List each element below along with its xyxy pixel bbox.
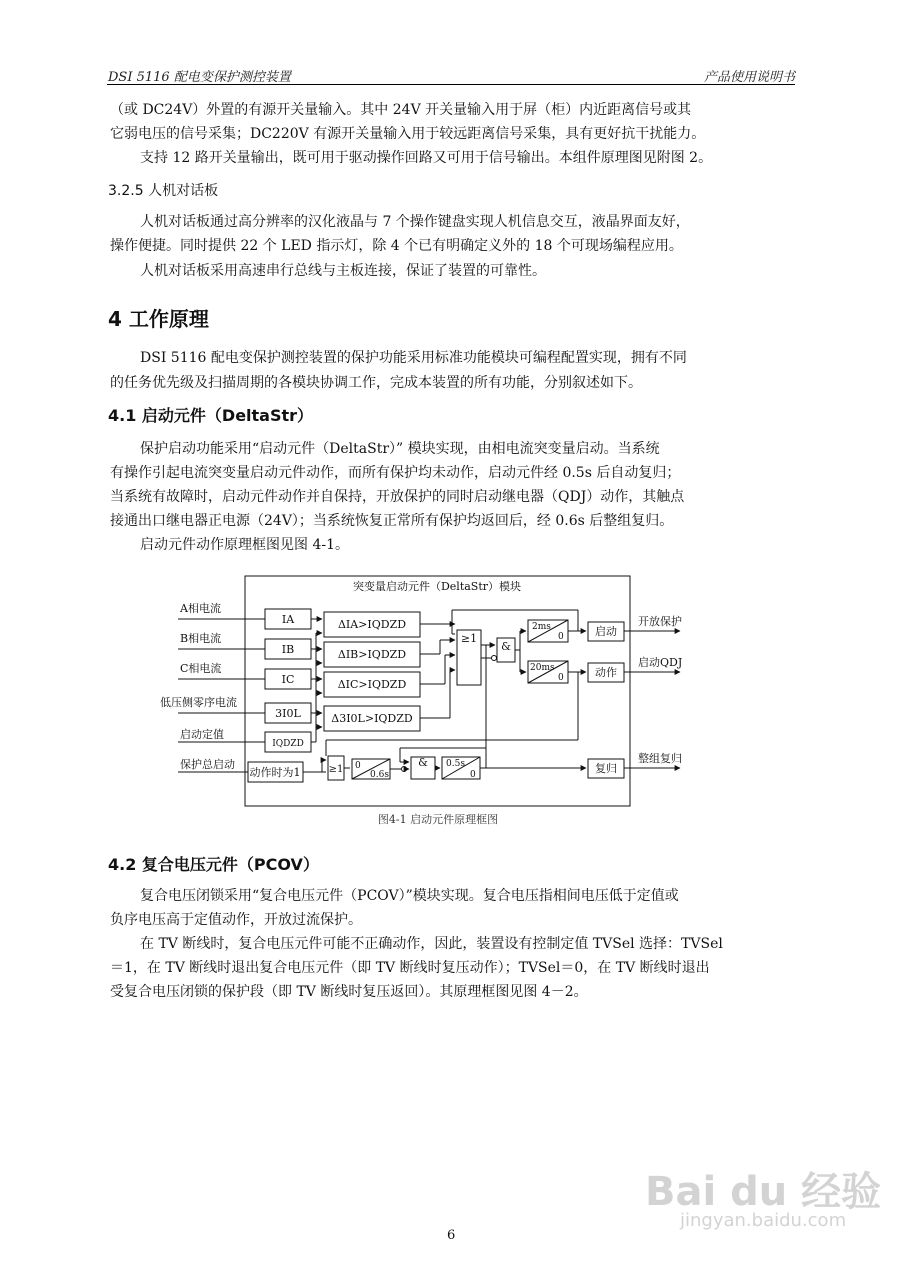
compare-label-0: Δ3I0L>IQDZD (331, 712, 413, 725)
timer-20ms-zero: 0 (558, 673, 564, 683)
paragraph-line: ＝1，在 TV 断线时退出复合电压元件（即 TV 断线时复压动作）；TVSel＝0，在 TV 断线时退出 (110, 960, 710, 976)
compare-label-a: ΔIA>IQDZD (337, 618, 407, 631)
section-heading-3-2-5: 3.2.5 人机对话板 (108, 183, 219, 199)
figure-title: 突变量启动元件（DeltaStr）模块 (352, 580, 522, 593)
paragraph-line: 负序电压高于定值动作，开放过流保护。 (110, 912, 362, 928)
and-gate-1-label: & (501, 640, 511, 653)
paragraph-line: 复合电压闭锁采用“复合电压元件（PCOV）”模块实现。复合电压指相间电压低于定值或 (140, 888, 679, 904)
paragraph-line: 的任务优先级及扫描周期的各模块协调工作，完成本装置的所有功能，分别叙述如下。 (110, 375, 642, 391)
paragraph-line: 操作便捷。同时提供 22 个 LED 指示灯，除 4 个已有明确定义外的 18 个可现场编程应用。 (110, 238, 683, 254)
timer-0-5s-zero: 0 (470, 770, 476, 780)
output-label-open: 开放保护 (638, 615, 682, 628)
timer-2ms-zero: 0 (558, 632, 564, 642)
output-box-act-label: 动作 (595, 666, 617, 679)
output-label-reset: 整组复归 (638, 752, 682, 765)
watermark-logo: Bai du 经验 (645, 1169, 882, 1215)
paragraph-line: 在 TV 断线时，复合电压元件可能不正确动作，因此，装置设有控制定值 TVSel 选择：TVSel (140, 936, 723, 952)
box-label-iqdzd: IQDZD (272, 739, 304, 749)
page-number: 6 (447, 1228, 456, 1243)
input-label-zero-seq: 低压侧零序电流 (160, 696, 237, 709)
input-label-a: A相电流 (180, 602, 221, 615)
compare-label-c: ΔIC>IQDZD (337, 678, 407, 691)
paragraph-line: 它弱电压的信号采集；DC220V 有源开关量输入用于较远距离信号采集，具有更好抗干扰能力。 (110, 126, 706, 142)
box-label-ia: IA (281, 613, 295, 626)
paragraph-line: 人机对话板通过高分辨率的汉化液晶与 7 个操作键盘实现人机信息交互，液晶界面友好， (140, 214, 690, 230)
input-label-total-start: 保护总启动 (180, 758, 235, 771)
section-heading-4: 4 工作原理 (108, 307, 209, 331)
paragraph-line: （或 DC24V）外置的有源开关量输入。其中 24V 开关量输入用于屏（柜）内近距离信号或其 (110, 102, 692, 118)
compare-label-b: ΔIB>IQDZD (337, 648, 407, 661)
paragraph-line: 当系统有故障时，启动元件动作并自保持，开放保护的同时启动继电器（QDJ）动作，其触点 (110, 489, 685, 505)
section-heading-4-1: 4.1 启动元件（DeltaStr） (108, 406, 314, 425)
timer-0-6s-zero: 0 (355, 761, 361, 771)
act-is1-label: 动作时为1 (249, 766, 301, 779)
box-label-ib: IB (281, 643, 295, 656)
paragraph-line: 有操作引起电流突变量启动元件动作，而所有保护均未动作，启动元件经 0.5s 后自动复归； (110, 465, 681, 481)
and-gate-2-label: & (418, 756, 428, 769)
paragraph-line: 人机对话板采用高速串行总线与主板连接，保证了装置的可靠性。 (140, 263, 546, 279)
paragraph-line: 接通出口继电器正电源（24V）；当系统恢复正常所有保护均返回后，经 0.6s 后整组复归。 (110, 513, 674, 529)
or-gate-1-label: ≥1 (460, 632, 478, 645)
timer-0-5s-label: 0.5s (446, 759, 465, 769)
paragraph-line: 启动元件动作原理框图见图 4-1。 (140, 537, 349, 553)
box-label-ic: IC (281, 673, 295, 686)
timer-20ms-label: 20ms (530, 663, 555, 673)
header-doc-type: 产品使用说明书 (703, 70, 795, 85)
or-gate-2-label: ≥1 (328, 764, 344, 775)
paragraph-line: DSI 5116 配电变保护测控装置的保护功能采用标准功能模块可编程配置实现，拥有不同 (140, 350, 687, 366)
paragraph-line: 保护启动功能采用“启动元件（DeltaStr）” 模块实现，由相电流突变量启动。当系统 (140, 441, 660, 457)
output-label-qdj: 启动QDJ (638, 656, 683, 669)
input-label-setting: 启动定值 (180, 728, 224, 741)
input-label-b: B相电流 (180, 632, 222, 645)
paragraph-line: 受复合电压闭锁的保护段（即 TV 断线时复压返回）。其原理框图见图 4－2。 (110, 984, 588, 1000)
timer-0-6s-label: 0.6s (370, 770, 389, 780)
output-box-reset-label: 复归 (595, 762, 617, 775)
paragraph-line: 支持 12 路开关量输出，既可用于驱动操作回路又可用于信号输出。本组件原理图见附图 2。 (140, 150, 713, 166)
input-label-c: C相电流 (180, 662, 222, 675)
box-label-3i0l: 3I0L (275, 707, 301, 720)
timer-2ms-label: 2ms (532, 622, 551, 632)
figure-caption: 图4-1 启动元件原理框图 (377, 813, 499, 826)
header-title: DSI 5116 配电变保护测控装置 (108, 70, 291, 85)
output-box-start-label: 启动 (595, 625, 617, 638)
section-heading-4-2: 4.2 复合电压元件（PCOV） (108, 855, 319, 874)
watermark-url: jingyan.baidu.com (680, 1210, 847, 1231)
